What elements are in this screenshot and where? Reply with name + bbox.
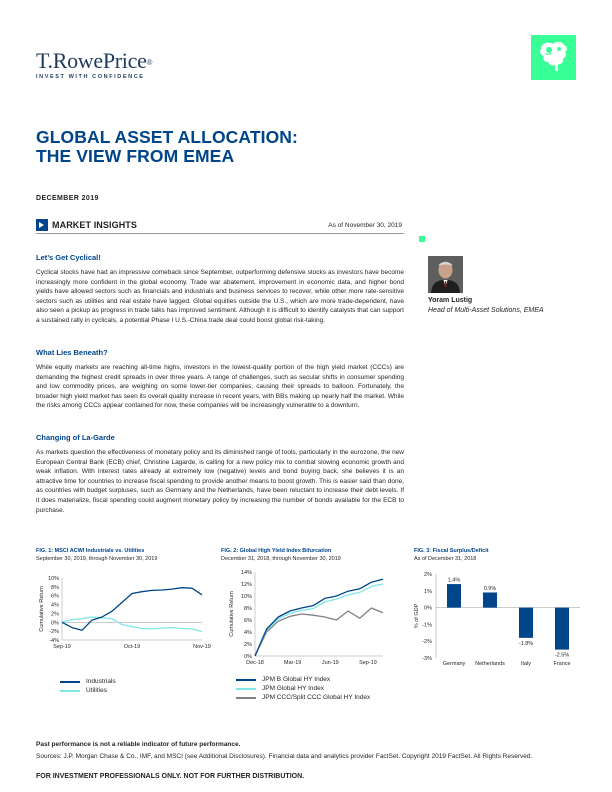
section-lagarde xyxy=(36,433,404,515)
y-tick-label: 8% xyxy=(51,584,59,591)
y-tick-label: 2% xyxy=(244,642,252,648)
legend-item: JPM B Global HY Index xyxy=(236,675,370,684)
market-insights-icon xyxy=(36,219,48,231)
author-portrait-icon xyxy=(428,256,463,293)
title-line-1: GLOBAL ASSET ALLOCATION: xyxy=(36,127,298,147)
series-line xyxy=(62,588,202,631)
y-tick-label: 2% xyxy=(424,572,432,578)
y-axis-label: % of GDP xyxy=(414,603,420,629)
legend-item: JPM Global HY Index xyxy=(236,684,370,693)
distribution-footer: FOR INVESTMENT PROFESSIONALS ONLY. NOT FOR FURTHER DISTRIBUTION. xyxy=(36,773,305,780)
y-tick-label: 2% xyxy=(51,611,59,618)
section-heading: What Lies Beneath? xyxy=(36,348,108,357)
y-tick-label: 12% xyxy=(240,582,252,588)
legend-swatch xyxy=(60,681,80,683)
y-tick-label: -1% xyxy=(422,622,432,629)
y-axis-label: Cumulative Return xyxy=(39,586,45,632)
x-tick-label: Nov-19 xyxy=(193,644,211,650)
brand-tagline: INVEST WITH CONFIDENCE xyxy=(36,74,145,80)
category-label: Germany xyxy=(442,661,466,667)
x-tick-label: Sep-19 xyxy=(359,660,377,666)
brand-name: T.RowePrice® xyxy=(36,48,153,73)
y-tick-label: 6% xyxy=(244,618,252,624)
fig1-legend xyxy=(60,677,116,695)
y-tick-label: 10% xyxy=(240,594,252,600)
y-tick-label: -2% xyxy=(49,629,59,636)
category-label: France xyxy=(553,661,571,667)
ram-logo-box xyxy=(531,35,576,80)
fig2-subtitle: December 31, 2018, through November 30, 2019 xyxy=(221,556,341,562)
fig3-subtitle: As of December 31, 2018 xyxy=(414,556,477,562)
x-tick-label: Dec-18 xyxy=(246,660,264,666)
y-tick-label: 14% xyxy=(240,570,252,576)
section-heading: Changing of La-Garde xyxy=(36,433,115,442)
legend-swatch xyxy=(236,697,256,699)
page-title xyxy=(36,128,486,166)
y-tick-label: -2% xyxy=(422,639,432,646)
market-insights-label: MARKET INSIGHTS xyxy=(52,220,138,230)
accent-square xyxy=(419,236,425,242)
fig2-title: FIG. 2: Global High Yield Index Bifurcation xyxy=(221,548,332,554)
y-tick-label: 1% xyxy=(424,588,432,595)
y-tick-label: -3% xyxy=(422,656,432,662)
x-tick-label: Oct-19 xyxy=(123,644,141,650)
series-line xyxy=(255,584,383,656)
y-tick-label: 8% xyxy=(244,606,252,612)
publication-date: DECEMBER 2019 xyxy=(36,195,99,202)
author-title: Head of Multi-Asset Solutions, EMEA xyxy=(428,307,544,314)
y-tick-label: 4% xyxy=(51,602,59,609)
past-performance-note: Past performance is not a reliable indicator of future performance. xyxy=(36,741,241,748)
bar-france xyxy=(555,608,569,650)
fig3-title: FIG. 3: Fiscal Surplus/Deficit xyxy=(414,548,489,554)
bar-germany xyxy=(447,584,461,608)
x-tick-label: Mar-19 xyxy=(283,660,302,666)
fig1-subtitle: September 30, 2019, through November 30, 2019 xyxy=(36,556,158,562)
legend-swatch xyxy=(236,688,256,690)
fig2-legend xyxy=(236,675,370,702)
y-tick-label: -4% xyxy=(49,638,59,644)
y-tick-label: 10% xyxy=(47,576,59,582)
y-tick-label: 0% xyxy=(51,620,59,627)
fig1-title: FIG. 1: MSCI ACWI Industrials vs. Utilities xyxy=(36,548,145,554)
legend-item: JPM CCC/Split CCC Global HY Index xyxy=(236,693,370,702)
legend-swatch xyxy=(60,690,80,692)
legend-swatch xyxy=(236,679,256,681)
section-paragraph: Cyclical stocks have had an impressive comeback since September, outperforming defensive stocks as investors have become increasingly more confident in the global economy. Trade war abatement, improvement in economic data, and higher bond yields have allowed sectors such as financials and industrials and business services to recover, while other more rate-sensitive sectors such as utilities and real estate have lagged. Global equities outside the U.S., which are more trade-dependent, have also seen a pickup as progress in trade talks has improved sentiment. Although it is difficult to identify catalysts that can support a sustained rally in cyclicals, a potential Phase I U.S.-China trade deal could boost global risk-taking. xyxy=(36,269,404,324)
author-photo xyxy=(428,256,463,293)
bar-netherlands xyxy=(483,592,497,607)
bar-value-label: -1.8% xyxy=(518,640,534,647)
legend-item: Utilities xyxy=(60,686,116,695)
category-label: Netherlands xyxy=(475,661,505,667)
fig3-chart xyxy=(414,566,580,674)
y-tick-label: 4% xyxy=(244,630,252,636)
x-tick-label: Jun-19 xyxy=(321,660,339,666)
section-cyclical xyxy=(36,253,404,326)
as-of-date: As of November 30, 2019 xyxy=(328,222,402,229)
section-paragraph: As markets question the effectiveness of monetary policy and its diminished range of tools, particularly in the eurozone, the new European Central Bank (ECB) chief, Christine Lagarde, is calling for a new policy mix to combat slowing economic growth and weak inflation. With interest rates already at extremely low (negative) levels and bond buying back, she believes it is an attractive time for countries to increase fiscal spending to provide another means to boost growth. This is easier said than done, as countries with budget surpluses, such as Germany and the Netherlands, have been reluctant to increase their debt levels. If it does materialize, fiscal spending could augment monetary policy by increasing the number of bonds available for the ECB to purchase. xyxy=(36,449,404,514)
brand-logo xyxy=(36,50,152,80)
x-tick-label: Sep-19 xyxy=(53,644,71,650)
bar-italy xyxy=(519,608,533,638)
fig1-chart xyxy=(36,572,212,652)
section-paragraph: While equity markets are reaching all-time highs, investors in the lowest-quality portion of the high yield market (CCCs) are demanding the highest credit spreads in over three years. A range of challenges, such as secular shifts in consumer spending and low commodity prices, are weighing on some lower-tier companies, causing their spreads to balloon. Fortunately, the broader high yield market has seen its overall quality increase in recent years, with BBs making up nearly half the market. While the risks among CCCs appear contained for now, these companies will be increasingly vulnerable to a downturn. xyxy=(36,364,404,410)
sources-note: Sources: J.P. Morgan Chase & Co., IMF, and MSCI (see Additional Disclosures). Financial data and analytics provider FactSet. Copyright 2019 FactSet. All Rights Reserved. xyxy=(36,753,533,760)
y-tick-label: 6% xyxy=(51,593,59,600)
section-heading: Let’s Get Cyclical! xyxy=(36,253,101,262)
fig2-chart xyxy=(221,566,393,670)
title-line-2: THE VIEW FROM EMEA xyxy=(36,146,235,166)
ram-icon xyxy=(531,35,576,80)
legend-item: Industrials xyxy=(60,677,116,686)
bar-value-label: 1.4% xyxy=(447,577,461,584)
category-label: Italy xyxy=(520,661,532,667)
y-axis-label: Cumulative Return xyxy=(229,591,235,637)
section-beneath xyxy=(36,348,404,411)
author-name: Yoram Lustig xyxy=(428,297,473,304)
market-insights-bar xyxy=(36,218,404,234)
series-line xyxy=(255,608,383,656)
bar-value-label: 0.9% xyxy=(483,585,497,592)
y-tick-label: 0% xyxy=(244,654,252,660)
bar-value-label: -2.5% xyxy=(554,652,570,659)
y-tick-label: 0% xyxy=(424,605,432,612)
